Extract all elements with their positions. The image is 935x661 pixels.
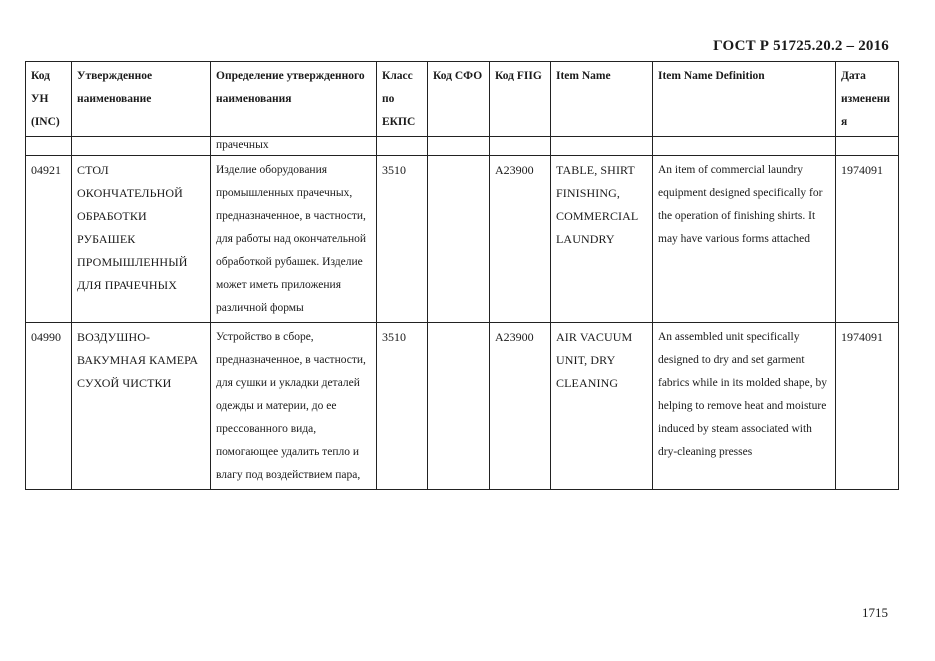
cell-approved-name: ВОЗДУШНО-ВАКУМНАЯ КАМЕРА СУХОЙ ЧИСТКИ	[72, 323, 211, 490]
cell-empty	[836, 137, 899, 156]
cell-class: 3510	[377, 323, 428, 490]
cell-item-definition: An assembled unit specifically designed to dry and set garment fabrics while in its molded shape, by helping to remove heat and moisture induced by steam associated with dry-cleaning presses	[653, 323, 836, 490]
header-approved-name: Утвержденное наименование	[72, 62, 211, 137]
cell-approved-name: СТОЛ ОКОНЧАТЕЛЬНОЙ ОБРАБОТКИ РУБАШЕК ПРОМЫШЛЕННЫЙ ДЛЯ ПРАЧЕЧНЫХ	[72, 156, 211, 323]
page-number: 1715	[862, 605, 888, 620]
cell-empty	[72, 137, 211, 156]
header-code-un: Код УН (INC)	[26, 62, 72, 137]
header-date-changed: Дата изменения	[836, 62, 899, 137]
cell-item-name: TABLE, SHIRT FINISHING, COMMERCIAL LAUNDRY	[551, 156, 653, 323]
table-header	[26, 62, 899, 137]
table-row-continuation	[26, 137, 899, 156]
cell-approved-definition: Устройство в сборе, предназначенное, в частности, для сушки и укладки деталей одежды и материи, до ее прессованного вида, помогающее удалить тепло и влагу под воздействием пара,	[211, 323, 377, 490]
cell-sfo	[428, 156, 490, 323]
cell-code: 04921	[26, 156, 72, 323]
document-standard-title: ГОСТ Р 51725.20.2 – 2016	[713, 38, 889, 54]
cell-item-definition: An item of commercial laundry equipment designed specifically for the operation of finishing shirts. It may have various forms attached	[653, 156, 836, 323]
cell-item-name: AIR VACUUM UNIT, DRY CLEANING	[551, 323, 653, 490]
header-item-name: Item Name	[551, 62, 653, 137]
cell-fiig: A23900	[490, 156, 551, 323]
cell-empty	[26, 137, 72, 156]
cell-fiig: A23900	[490, 323, 551, 490]
table-body	[26, 137, 899, 490]
cell-date: 1974091	[836, 156, 899, 323]
cell-empty	[490, 137, 551, 156]
header-row	[26, 62, 899, 137]
cell-empty	[653, 137, 836, 156]
cell-definition-continuation: прачечных	[211, 137, 377, 156]
cell-empty	[428, 137, 490, 156]
cell-date: 1974091	[836, 323, 899, 490]
table-row	[26, 323, 899, 490]
cell-sfo	[428, 323, 490, 490]
catalog-table	[25, 61, 899, 490]
header-code-fiig: Код FIIG	[490, 62, 551, 137]
cell-approved-definition: Изделие оборудования промышленных прачечных, предназначенное, в частности, для работы над окончательной обработкой рубашек. Изделие может иметь приложения различной формы	[211, 156, 377, 323]
table-row	[26, 156, 899, 323]
header-item-name-definition: Item Name Definition	[653, 62, 836, 137]
cell-empty	[377, 137, 428, 156]
cell-empty	[551, 137, 653, 156]
cell-class: 3510	[377, 156, 428, 323]
header-approved-definition: Определение утвержденного наименования	[211, 62, 377, 137]
header-class-ekps: Класс по ЕКПС	[377, 62, 428, 137]
header-code-sfo: Код СФО	[428, 62, 490, 137]
cell-code: 04990	[26, 323, 72, 490]
